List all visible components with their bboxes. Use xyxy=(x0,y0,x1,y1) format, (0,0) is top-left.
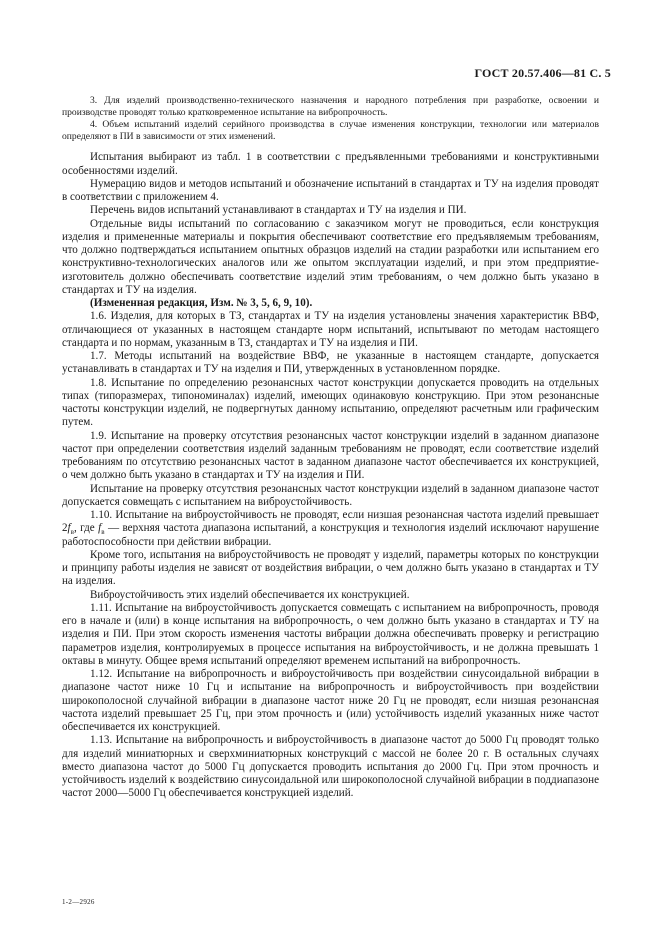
paragraph-amendment: (Измененная редакция, Изм. № 3, 5, 6, 9, 10). xyxy=(90,297,313,310)
paragraph-1-10-part-b: , где xyxy=(73,522,99,535)
note-4: 4. Объем испытаний изделий серийного производства в случае изменения конструкции, технологии или материалов определяют в ПИ в зависимости от этих изменений. xyxy=(62,119,599,143)
paragraph-1-10-cont: Кроме того, испытания на виброустойчивость не проводят у изделий, параметры которых по конструкции и принципу работы изделия не зависят от воздействия вибрации, о чем должно быть указано в стандартах и ТУ на изделия. xyxy=(62,548,599,588)
paragraph-1-10 xyxy=(62,509,599,549)
paragraph-1-10-cont-2: Виброустойчивость этих изделий обеспечивается их конструкцией. xyxy=(90,588,410,601)
paragraph-numbering: Нумерацию видов и методов испытаний и обозначение испытаний в стандартах и ТУ на изделия проводят в соответствии с приложением 4. xyxy=(62,177,599,204)
paragraph-1-6: 1.6. Изделия, для которых в ТЗ, стандартах и ТУ на изделия установлены значения характеристик ВВФ, отличающиеся от указанных в настоящем стандарте норм испытаний, испытывают по методам настоящего стандарта и по нормам, указанным в ТЗ, стандартах и ТУ на изделия и ПИ. xyxy=(62,310,599,349)
paragraph-1-9: 1.9. Испытание на проверку отсутствия резонансных частот конструкции изделий в заданном диапазоне частот при определении соответствия изделий заданным требованиям не проводят, если соответствие изделий требованиям по отсутствию резонансных частот в заданном диапазоне частот обеспечивается их конструкцией, о чем должно быть указано в стандартах и ТУ на изделия и ПИ. xyxy=(62,429,599,482)
paragraph-1-11: 1.11. Испытание на виброустойчивость допускается совмещать с испытанием на вибропрочность, проводя его в начале и (или) в конце испытания на вибропрочность, о чем должно быть указано в стандартах и ТУ на изделия и ПИ. При этом скорость изменения частоты вибрации должна обеспечивать проверку и регистрацию параметров изделия, контролируемых в процессе испытания на виброустойчивость, и не должна превышать 1 октавы в минуту. Общее время испытаний определяют временем испытаний на вибропрочность. xyxy=(62,601,599,667)
formula-f: f xyxy=(67,522,71,535)
paragraph-1-10-part-a: 1.10. Испытание на виброустойчивость не проводят, если низшая резонансная частота изделий превышает 2 xyxy=(62,509,599,535)
paragraph-1-8: 1.8. Испытание по определению резонансных частот конструкции допускается проводить на отдельных типах (типоразмерах, типономиналах) изделий, имеющих одинаковую конструкцию. При этом резонансные частоты конструкции изделий, не подвергнутых данному испытанию, определяют расчетным или графическим путем. xyxy=(62,376,599,429)
formula-sub: в xyxy=(70,528,74,537)
paragraph-optional-tests: Отдельные виды испытаний по согласованию с заказчиком могут не проводиться, если конструкция изделия и примененные материалы и покрытия обеспечивают соответствие его предъявляемым требованиям, что должно подтверждаться испытанием опытных образцов изделий на стадии разработки или испытанием его конструктивно-технологических аналогов или же опытом эксплуатации изделий, и при этом предприятие-изготовитель должно обеспечивать соответствие изделий этим требованиям, о чем должно быть указано в стандартах и ТУ на изделия. xyxy=(62,217,599,296)
formula-sub-2: в xyxy=(101,528,105,537)
paragraph-list-of-tests: Перечень видов испытаний устанавливают в стандартах и ТУ на изделия и ПИ. xyxy=(90,204,467,217)
paragraph-1-7: 1.7. Методы испытаний на воздействие ВВФ, не указанные в настоящем стандарте, допускается устанавливать в стандартах и ТУ на изделия и ПИ, утвержденных в установленном порядке. xyxy=(62,350,599,376)
page-content xyxy=(62,95,599,801)
note-3: 3. Для изделий производственно-технического назначения и народного потребления при разработке, освоении и производстве проводят только кратковременное испытание на вибропрочность. xyxy=(62,95,599,119)
paragraph-1-12: 1.12. Испытание на вибропрочность и виброустойчивость при воздействии синусоидальной вибрации в диапазоне частот ниже 10 Гц и испытание на вибропрочность и виброустойчивость при воздействии широкополосной случайной вибрации в диапазоне частот ниже 20 Гц не проводят, если низшая резонансная частота изделий превышает 25 Гц, при этом прочность и (или) устойчивость изделий указанных ниже частот обеспечивается их конструкцией. xyxy=(62,668,599,734)
page-footer-code: 1-2—2926 xyxy=(62,898,95,906)
page-header: ГОСТ 20.57.406—81 С. 5 xyxy=(474,66,611,80)
paragraph-tests-selection: Испытания выбирают из табл. 1 в соответствии с предъявленными требованиями и конструктивными особенностями изделий. xyxy=(62,151,599,177)
paragraph-1-10-part-c: — верхняя частота диапазона испытаний, а конструкция и технология изделий исключают нарушение работоспособности при действии вибрации. xyxy=(62,522,599,548)
paragraph-1-13: 1.13. Испытание на вибропрочность и виброустойчивость в диапазоне частот до 5000 Гц проводят только для изделий миниатюрных и сверхминиатюрных конструкций с массой не более 20 г. В остальных случаях вместо диапазона частот до 5000 Гц допускается проводить испытания до 2000 Гц. При этом прочность и устойчивость изделий к воздействию синусоидальной или широкополосной случайной вибрации в поддиапазоне частот 2000—5000 Гц обеспечивается конструкцией изделий. xyxy=(62,734,599,800)
paragraph-1-9-cont: Испытание на проверку отсутствия резонансных частот конструкции изделий в заданном диапазоне частот допускается совмещать с испытанием на виброустойчивость. xyxy=(62,482,599,508)
formula-f-2: f xyxy=(98,522,102,535)
